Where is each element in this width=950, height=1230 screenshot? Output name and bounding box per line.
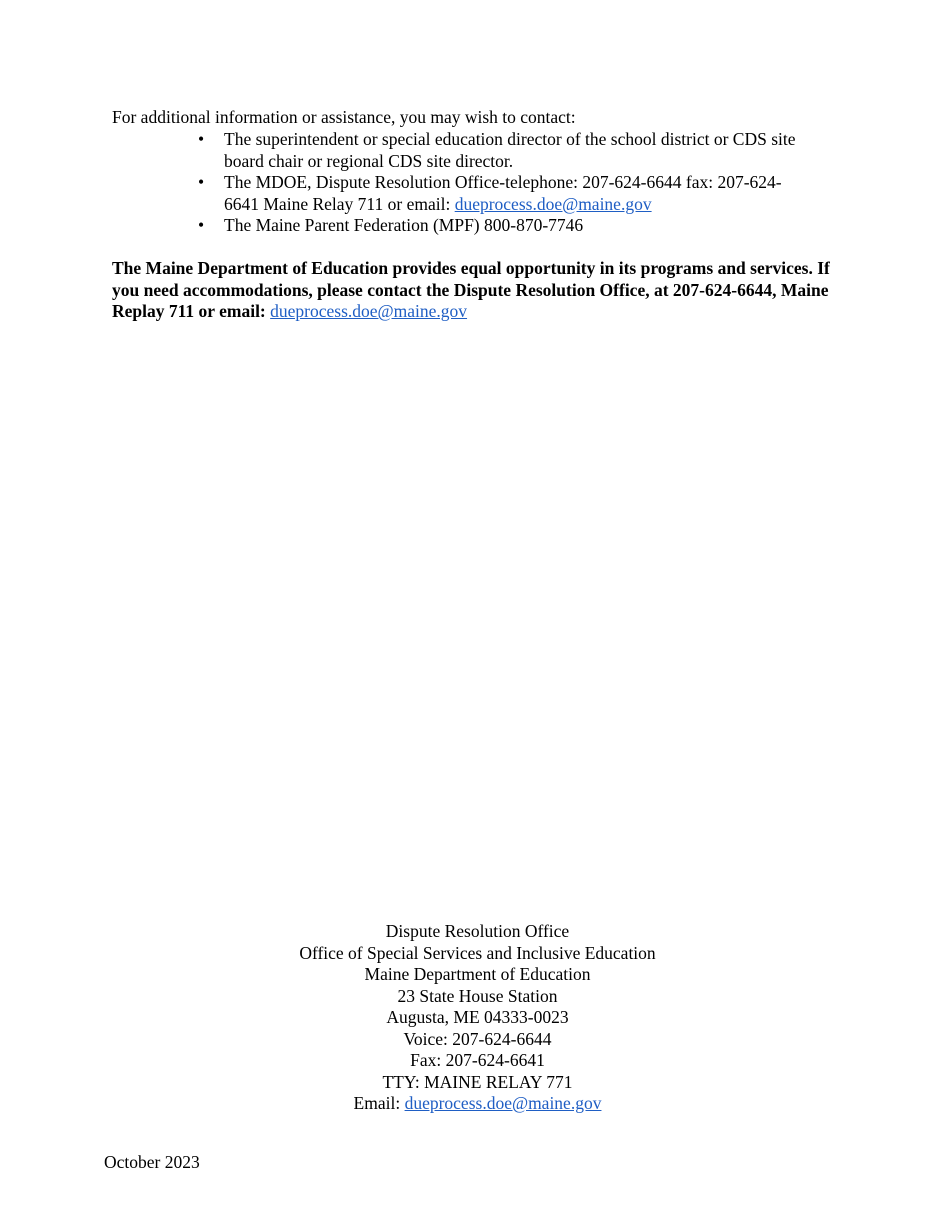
equal-opportunity-notice [112, 258, 842, 323]
bullet-icon: • [198, 215, 205, 235]
division-name: Office of Special Services and Inclusive Education [299, 942, 656, 963]
bullet-icon: • [198, 129, 205, 149]
bullet-icon: • [198, 172, 205, 192]
notice-email-link[interactable]: dueprocess.doe@maine.gov [270, 301, 468, 321]
address-email-link[interactable]: dueprocess.doe@maine.gov [404, 1093, 602, 1113]
city-state-zip: Augusta, ME 04333-0023 [386, 1007, 569, 1027]
department-name: Maine Department of Education [364, 964, 591, 984]
contact-superintendent: The superintendent or special education director of the school district or CDS site board chair or regional CDS site director. [224, 129, 796, 171]
email-line [200, 1093, 755, 1115]
email-label: Email: [353, 1093, 405, 1113]
list-item [198, 129, 808, 172]
contact-list [198, 129, 808, 237]
contact-intro: For additional information or assistance, you may wish to contact: [112, 107, 576, 127]
notice-text: The Maine Department of Education provides equal opportunity in its programs and services. If you need accommodations, please contact the Dispute Resolution Office, at 207-624-6644, Maine Replay 711 or email: [112, 258, 830, 321]
tty-number: TTY: MAINE RELAY 771 [382, 1071, 573, 1092]
street-address: 23 State House Station [397, 985, 558, 1006]
document-date: October 2023 [104, 1152, 200, 1172]
office-address-block [200, 921, 755, 1115]
fax-number: Fax: 207-624-6641 [410, 1050, 545, 1070]
list-item [198, 215, 808, 237]
voice-number: Voice: 207-624-6644 [403, 1028, 552, 1049]
contact-mdoe: The MDOE, Dispute Resolution Office-telephone: 207-624-6644 fax: 207-624-6641 Maine Relay 711 or email: [224, 172, 782, 214]
contact-mpf: The Maine Parent Federation (MPF) 800-870-7746 [224, 215, 584, 235]
office-name: Dispute Resolution Office [385, 921, 570, 941]
list-item [198, 172, 808, 215]
mdoe-email-link[interactable]: dueprocess.doe@maine.gov [454, 193, 652, 214]
